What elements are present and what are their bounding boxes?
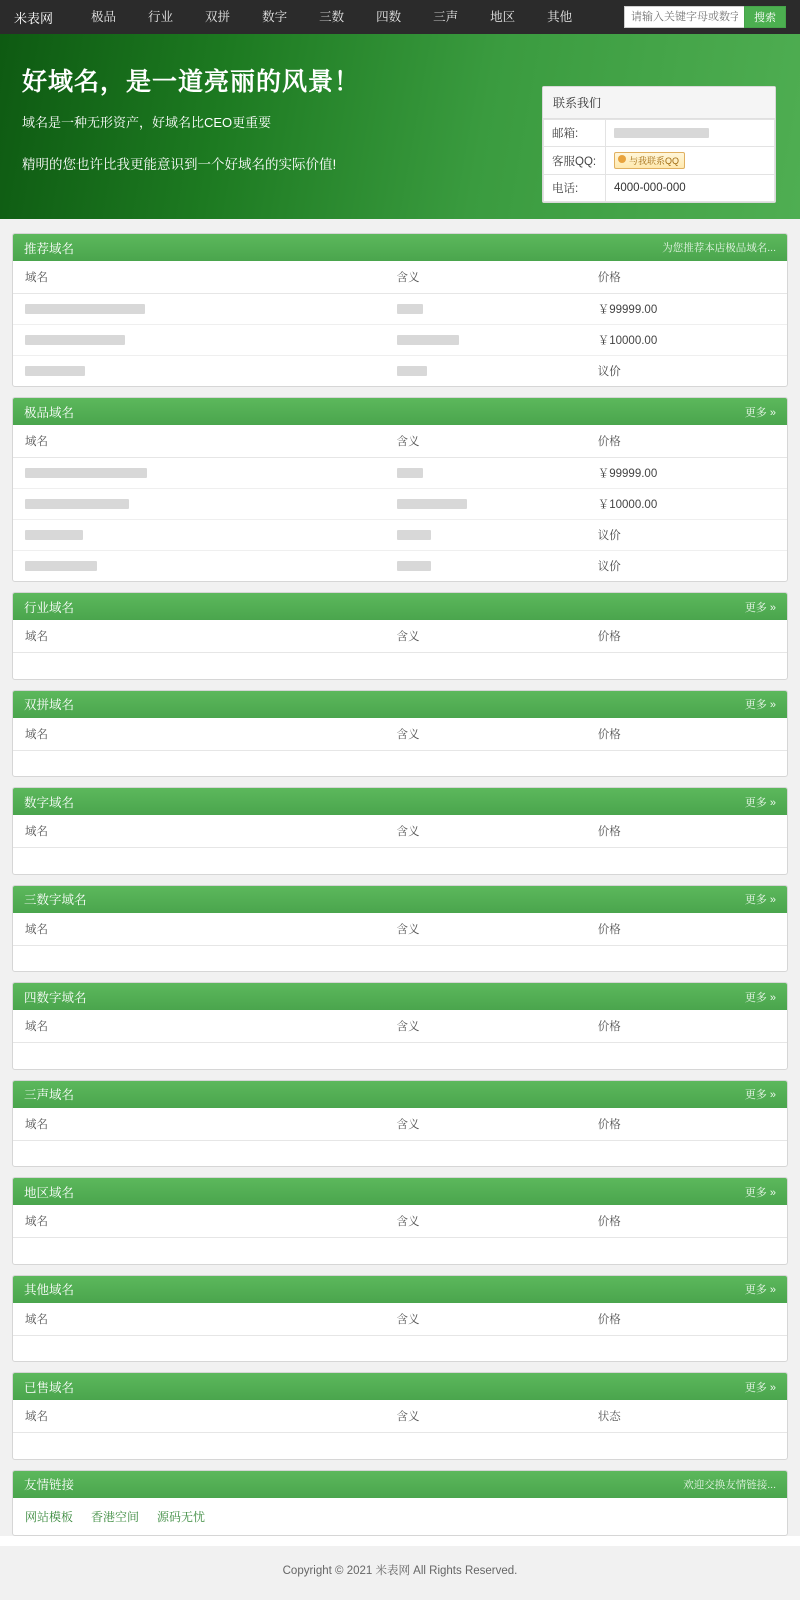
domain-panel	[12, 787, 788, 875]
panel-title: 四数字域名	[24, 990, 87, 1005]
column-header: 价格	[586, 913, 787, 946]
column-header: 域名	[13, 1303, 385, 1336]
nav-item-9[interactable]: 其他	[547, 10, 573, 24]
panel-more-link[interactable]: 更多 »	[744, 1186, 776, 1199]
panel-header	[13, 983, 787, 1010]
table-header-row	[13, 718, 787, 751]
empty-cell	[13, 750, 787, 776]
price-cell: 议价	[597, 366, 621, 378]
table-empty-row	[13, 945, 787, 971]
hero-banner	[0, 34, 800, 219]
panel-more-link[interactable]: 更多 »	[744, 796, 776, 809]
column-header: 含义	[385, 1400, 586, 1433]
nav-item-7[interactable]: 三声	[433, 10, 459, 24]
column-header: 域名	[13, 1010, 385, 1043]
empty-cell	[13, 1140, 787, 1166]
friend-links-header	[13, 1471, 787, 1498]
panel-title: 数字域名	[24, 795, 75, 810]
table-empty-row	[13, 1433, 787, 1459]
redacted-meaning	[397, 366, 427, 376]
column-header: 价格	[586, 620, 787, 653]
column-header: 价格	[586, 1205, 787, 1238]
table-row[interactable]	[13, 325, 787, 356]
redacted-domain	[25, 468, 147, 478]
domain-cell[interactable]	[13, 356, 385, 387]
panel-title: 其他域名	[24, 1283, 75, 1297]
redacted-meaning	[397, 335, 459, 345]
contact-table	[543, 119, 775, 202]
empty-cell	[13, 945, 787, 971]
column-header: 含义	[385, 1303, 586, 1336]
price-cell: ￥99999.00	[586, 458, 787, 489]
table-header-row	[13, 425, 787, 458]
price-cell: ￥10000.00	[586, 325, 787, 356]
table-header-row	[13, 620, 787, 653]
contact-value: 4000-000-000	[606, 175, 775, 202]
price-cell: ￥99999.00	[586, 294, 787, 325]
domain-panel	[12, 885, 788, 973]
column-header: 含义	[385, 815, 586, 848]
domain-panel	[12, 982, 788, 1070]
nav-item-3[interactable]: 双拼	[205, 10, 231, 24]
contact-row	[544, 120, 775, 147]
redacted-domain	[25, 335, 125, 345]
redacted-value	[614, 128, 709, 138]
meaning-cell	[385, 356, 586, 387]
column-header: 域名	[13, 620, 385, 653]
panel-header	[13, 1276, 787, 1303]
column-header: 域名	[13, 913, 385, 946]
table-header-row	[13, 1303, 787, 1336]
redacted-domain	[25, 366, 85, 376]
friend-links-title: 友情链接	[24, 1478, 75, 1492]
panel-header	[13, 234, 787, 261]
meaning-cell	[385, 294, 586, 325]
meaning-cell	[385, 458, 586, 489]
friend-link[interactable]: 香港空间	[91, 1509, 140, 1524]
domain-table	[13, 1400, 787, 1459]
redacted-domain	[25, 304, 145, 314]
panel-more-link[interactable]: 更多 »	[744, 1284, 776, 1296]
friend-link[interactable]: 网站模板	[25, 1509, 74, 1524]
contact-row	[544, 175, 775, 202]
panel-title: 极品域名	[24, 405, 75, 420]
price-cell: ￥10000.00	[586, 489, 787, 520]
domain-table	[13, 1303, 787, 1362]
column-header: 域名	[13, 261, 385, 294]
panel-note: 为您推荐本店极品域名...	[662, 242, 776, 254]
copyright-text: Copyright © 2021 米表网 All Rights Reserved.	[282, 1564, 518, 1577]
domain-panel	[12, 397, 788, 582]
empty-cell	[13, 1043, 787, 1069]
panel-more-link[interactable]: 更多 »	[744, 1381, 776, 1394]
column-header: 域名	[13, 718, 385, 751]
search-input[interactable]	[624, 6, 744, 28]
table-header-row	[13, 1108, 787, 1141]
panel-more-link[interactable]: 更多 »	[744, 406, 776, 419]
hero-text-block	[22, 62, 360, 173]
page-footer	[0, 1546, 800, 1600]
domain-cell[interactable]	[13, 489, 385, 520]
domain-panel	[12, 1177, 788, 1265]
hero-title: 好域名，是一道亮丽的风景！	[22, 68, 361, 96]
contact-label: 电话:	[544, 175, 606, 202]
domain-panels	[12, 233, 788, 1460]
nav-item-4[interactable]: 数字	[262, 10, 288, 24]
table-header-row	[13, 1010, 787, 1043]
panel-header	[13, 788, 787, 815]
nav-menu	[75, 0, 624, 34]
domain-table	[13, 815, 787, 874]
panel-more-link[interactable]: 更多 »	[744, 699, 776, 711]
nav-item-8[interactable]: 地区	[490, 10, 516, 24]
search-button[interactable]: 搜索	[744, 6, 786, 28]
redacted-meaning	[397, 530, 431, 540]
friend-links-list	[13, 1498, 787, 1535]
table-header-row	[13, 1400, 787, 1433]
contact-label: 客服QQ:	[544, 147, 606, 175]
contact-row	[544, 147, 775, 175]
domain-cell[interactable]	[13, 294, 385, 325]
redacted-domain	[25, 561, 97, 571]
empty-cell	[13, 1238, 787, 1264]
column-header: 价格	[586, 815, 787, 848]
table-row[interactable]	[13, 489, 787, 520]
contact-panel	[542, 86, 776, 203]
domain-panel	[12, 233, 788, 387]
domain-cell[interactable]	[13, 325, 385, 356]
domain-table	[13, 425, 787, 581]
panel-title: 双拼域名	[24, 698, 75, 712]
panel-title: 行业域名	[24, 600, 75, 615]
panel-title: 推荐域名	[24, 241, 75, 256]
column-header: 价格	[586, 1010, 787, 1043]
domain-table	[13, 261, 787, 386]
domain-table	[13, 718, 787, 777]
nav-item-6[interactable]: 四数	[376, 10, 402, 24]
meaning-cell	[385, 325, 586, 356]
panel-more-link[interactable]: 更多 »	[744, 601, 776, 614]
column-header: 含义	[385, 1010, 586, 1043]
empty-cell	[13, 848, 787, 874]
empty-cell	[13, 1433, 787, 1459]
contact-value[interactable]	[606, 147, 775, 175]
column-header: 价格	[586, 1108, 787, 1141]
meaning-cell	[385, 520, 586, 551]
redacted-meaning	[397, 304, 423, 314]
panel-header	[13, 691, 787, 718]
domain-panel	[12, 592, 788, 680]
panel-title: 三数字域名	[24, 893, 87, 907]
panel-header	[13, 1178, 787, 1205]
column-header: 价格	[586, 261, 787, 294]
nav-item-1[interactable]: 极品	[91, 10, 117, 24]
column-header: 域名	[13, 1108, 385, 1141]
table-empty-row	[13, 1335, 787, 1361]
domain-panel	[12, 1372, 788, 1460]
panel-header	[13, 593, 787, 620]
column-header: 价格	[586, 718, 787, 751]
column-header: 含义	[385, 620, 586, 653]
column-header: 含义	[385, 261, 586, 294]
panel-more-link[interactable]: 更多 »	[744, 894, 776, 906]
contact-value	[606, 120, 775, 147]
table-row[interactable]	[13, 551, 787, 582]
panel-header	[13, 1373, 787, 1400]
main-content	[0, 219, 800, 1536]
panel-header	[13, 398, 787, 425]
redacted-meaning	[397, 561, 431, 571]
friend-link[interactable]: 源码无忧	[157, 1509, 206, 1524]
table-row[interactable]	[13, 520, 787, 551]
price-cell: 议价	[597, 561, 621, 573]
meaning-cell	[385, 489, 586, 520]
column-header: 含义	[385, 1108, 586, 1141]
column-header: 含义	[385, 718, 586, 751]
domain-cell[interactable]	[13, 458, 385, 489]
table-header-row	[13, 815, 787, 848]
domain-cell[interactable]	[13, 551, 385, 582]
domain-cell[interactable]	[13, 520, 385, 551]
domain-table	[13, 913, 787, 972]
table-empty-row	[13, 848, 787, 874]
domain-table	[13, 1205, 787, 1264]
contact-panel-title: 联系我们	[543, 87, 775, 119]
panel-title: 地区域名	[24, 1185, 75, 1200]
panel-header	[13, 1081, 787, 1108]
hero-subtitle-secondary: 精明的您也许比我更能意识到一个好域名的实际价值!	[22, 157, 337, 172]
panel-more-link[interactable]: 更多 »	[744, 991, 776, 1004]
column-header: 域名	[13, 1205, 385, 1238]
column-header: 含义	[385, 1205, 586, 1238]
table-empty-row	[13, 1238, 787, 1264]
qq-contact-icon[interactable]: 与我联系QQ	[614, 152, 685, 169]
redacted-domain	[25, 530, 83, 540]
hero-subtitle: 域名是一种无形资产，好域名比CEO更重要	[22, 115, 272, 130]
column-header: 域名	[13, 815, 385, 848]
table-header-row	[13, 1205, 787, 1238]
meaning-cell	[385, 551, 586, 582]
table-empty-row	[13, 653, 787, 679]
panel-title: 已售域名	[24, 1380, 75, 1395]
nav-item-5[interactable]: 三数	[319, 10, 345, 24]
price-cell: 议价	[586, 520, 787, 551]
panel-header	[13, 886, 787, 913]
column-header: 域名	[13, 425, 385, 458]
column-header: 状态	[586, 1400, 787, 1433]
column-header: 含义	[385, 425, 586, 458]
table-empty-row	[13, 1043, 787, 1069]
redacted-domain	[25, 499, 129, 509]
domain-panel	[12, 1275, 788, 1363]
site-brand[interactable]: 米表网	[14, 10, 54, 26]
domain-panel	[12, 690, 788, 778]
table-header-row	[13, 913, 787, 946]
table-empty-row	[13, 1140, 787, 1166]
contact-label: 邮箱:	[544, 120, 606, 147]
domain-table	[13, 1010, 787, 1069]
domain-table	[13, 620, 787, 679]
table-row[interactable]	[13, 294, 787, 325]
table-row[interactable]	[13, 458, 787, 489]
redacted-meaning	[397, 499, 467, 509]
redacted-meaning	[397, 468, 423, 478]
search-area	[624, 6, 786, 28]
top-navigation-bar	[0, 0, 800, 34]
panel-more-link[interactable]: 更多 »	[744, 1089, 776, 1101]
nav-item-2[interactable]: 行业	[148, 10, 174, 24]
domain-table	[13, 1108, 787, 1167]
empty-cell	[13, 653, 787, 679]
column-header: 价格	[586, 1303, 787, 1336]
panel-title: 三声域名	[24, 1088, 75, 1102]
column-header: 含义	[385, 913, 586, 946]
column-header: 价格	[586, 425, 787, 458]
friend-links-panel	[12, 1470, 788, 1536]
empty-cell	[13, 1335, 787, 1361]
friend-links-note: 欢迎交换友情链接...	[683, 1478, 776, 1491]
column-header: 域名	[13, 1400, 385, 1433]
table-row[interactable]	[13, 356, 787, 387]
table-empty-row	[13, 750, 787, 776]
table-header-row	[13, 261, 787, 294]
domain-panel	[12, 1080, 788, 1168]
